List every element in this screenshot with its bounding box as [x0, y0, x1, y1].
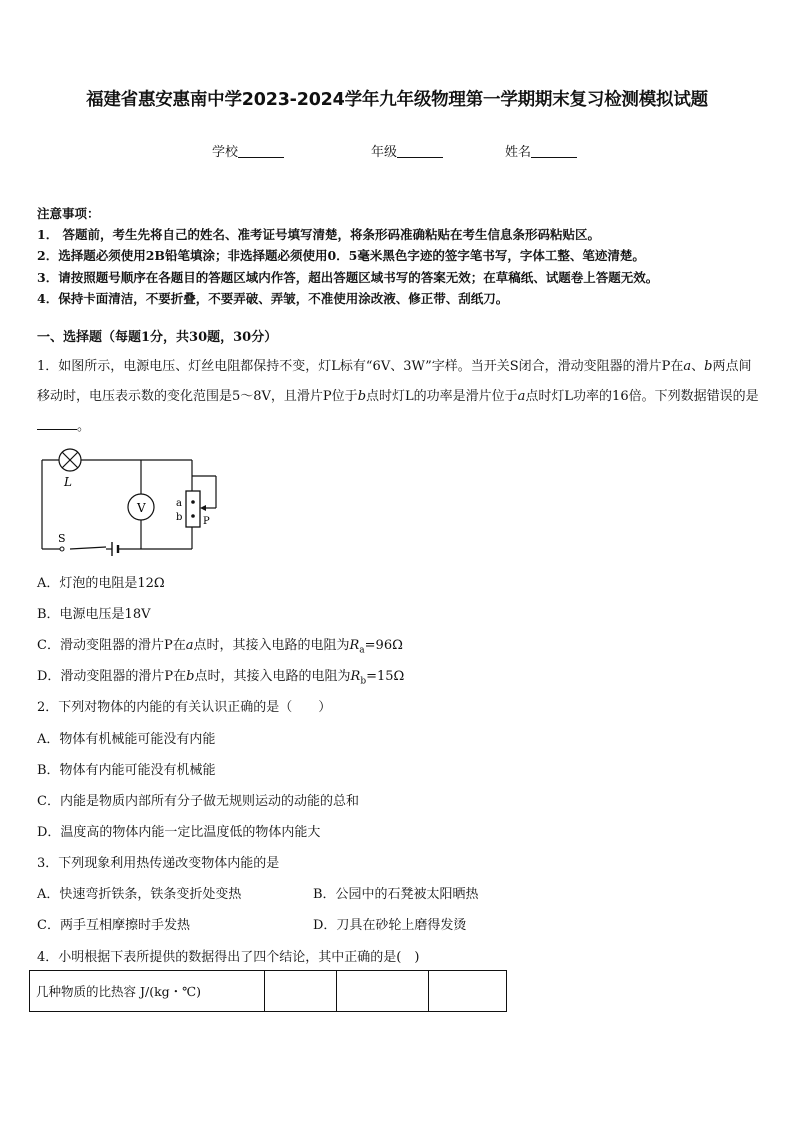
q1-option-c[interactable] — [37, 634, 403, 656]
name-field — [505, 141, 577, 160]
circuit-diagram — [36, 446, 226, 561]
q1-d-var: b — [186, 669, 195, 684]
note-item-1: 1． 答题前，考生先将自己的姓名、准考证号填写清楚，将条形码准确粘贴在考生信息条形码粘贴区。 — [37, 227, 601, 243]
grade-blank[interactable] — [397, 144, 443, 158]
table-cell — [429, 971, 507, 1012]
terminal-b-label: b — [176, 512, 183, 523]
question-2-stem: 2．下列对物体的内能的有关认识正确的是（ ） — [37, 700, 332, 715]
q3-option-c[interactable]: C．两手互相摩擦时手发热 — [37, 918, 190, 933]
school-field — [212, 141, 284, 160]
q1-text-b: 两点间移动时，电压表示数的变化范围是5～8V，且滑片P位于 — [37, 359, 752, 404]
question-1-stem — [37, 352, 762, 442]
section-heading: 一、选择题（每题1分，共30题，30分） — [37, 330, 278, 345]
name-label: 姓名 — [505, 145, 532, 160]
note-item-4: 4．保持卡面清洁，不要折叠，不要弄破、弄皱，不准使用涂改液、修正带、刮纸刀。 — [37, 290, 509, 306]
name-blank[interactable] — [531, 144, 577, 158]
q1-end: 。 — [77, 419, 91, 434]
table-cell — [265, 971, 337, 1012]
q1-d-mid: 点时，其接入电路的电阻为 — [194, 669, 351, 684]
q2-option-a[interactable]: A．物体有机械能可能没有内能 — [37, 732, 216, 747]
school-label: 学校 — [212, 145, 239, 160]
q1-d-sub: b — [360, 676, 367, 687]
note-item-2: 2．选择题必须使用2B铅笔填涂；非选择题必须使用0．5毫米黑色字迹的签字笔书写，字体工整、笔迹清楚。 — [37, 248, 645, 264]
switch-label: S — [58, 532, 66, 545]
q1-var-a2: a — [517, 389, 526, 404]
q1-var-a: a — [683, 359, 692, 374]
terminal-b — [191, 514, 195, 518]
question-4-stem: 4．小明根据下表所提供的数据得出了四个结论，其中正确的是( ) — [37, 950, 420, 965]
q1-d-pre: D．滑动变阻器的滑片P在 — [37, 669, 187, 684]
q3-option-a[interactable]: A．快速弯折铁条，铁条变折处变热 — [37, 887, 242, 902]
q1-option-a[interactable]: A．灯泡的电阻是12Ω — [37, 576, 165, 591]
lamp-label: L — [64, 475, 72, 489]
q1-d-r: R — [350, 669, 361, 684]
q1-var-b: b — [704, 359, 713, 374]
note-item-3: 3．请按照题号顺序在各题目的答题区域内作答，超出答题区域书写的答案无效；在草稿纸、试题卷上答题无效。 — [37, 269, 659, 285]
q1-d-val: =15Ω — [366, 669, 405, 684]
notes-heading: 注意事项： — [37, 206, 100, 221]
q1-text-a: 1．如图所示，电源电压、灯丝电阻都保持不变，灯L标有“6V、3W”字样。当开关S闭合，滑动变阻器的滑片P在 — [37, 359, 684, 374]
q3-option-b[interactable]: B．公园中的石凳被太阳晒热 — [313, 887, 479, 902]
q1-c-val: =96Ω — [364, 638, 403, 653]
q2-option-d[interactable]: D．温度高的物体内能一定比温度低的物体内能大 — [37, 825, 321, 840]
q1-c-r: R — [349, 638, 360, 653]
q1-c-var: a — [185, 638, 194, 653]
q1-text-d: 点时灯L功率的16倍。下列数据错误的是 — [525, 389, 759, 404]
q1-answer-blank[interactable] — [37, 417, 77, 430]
question-3-stem: 3．下列现象利用热传递改变物体内能的是 — [37, 856, 280, 871]
grade-label: 年级 — [371, 145, 398, 160]
q2-option-c[interactable]: C．内能是物质内部所有分子做无规则运动的动能的总和 — [37, 794, 359, 809]
q1-option-d[interactable] — [37, 665, 404, 687]
slider-arrow-icon — [200, 505, 206, 511]
q1-var-b2: b — [357, 389, 367, 404]
terminal-a — [191, 500, 195, 504]
slider-label: P — [203, 516, 210, 527]
q3-option-d[interactable]: D．刀具在砂轮上磨得发烫 — [313, 918, 467, 933]
table-row — [30, 971, 507, 1012]
lamp-symbol — [59, 449, 81, 471]
q2-option-b[interactable]: B．物体有内能可能没有机械能 — [37, 763, 216, 778]
page-title: 福建省惠安惠南中学2023-2024学年九年级物理第一学期期末复习检测模拟试题 — [86, 90, 708, 110]
q1-option-b[interactable]: B．电源电压是18V — [37, 607, 151, 622]
q1-c-sub: a — [359, 645, 365, 656]
table-header-cell: 几种物质的比热容 J/(kg・℃) — [30, 971, 265, 1012]
battery-symbol — [112, 542, 118, 556]
q1-sep: 、 — [691, 359, 705, 374]
table-cell — [337, 971, 429, 1012]
specific-heat-table — [29, 970, 507, 1012]
school-blank[interactable] — [238, 144, 284, 158]
switch-symbol — [60, 547, 64, 551]
q1-c-mid: 点时，其接入电路的电阻为 — [193, 638, 350, 653]
notes-block — [37, 203, 658, 309]
terminal-a-label: a — [176, 498, 182, 509]
voltmeter-label: V — [137, 501, 146, 515]
grade-field — [371, 141, 443, 160]
q1-c-pre: C．滑动变阻器的滑片P在 — [37, 638, 186, 653]
q1-text-c: 点时灯L的功率是滑片位于 — [366, 389, 518, 404]
